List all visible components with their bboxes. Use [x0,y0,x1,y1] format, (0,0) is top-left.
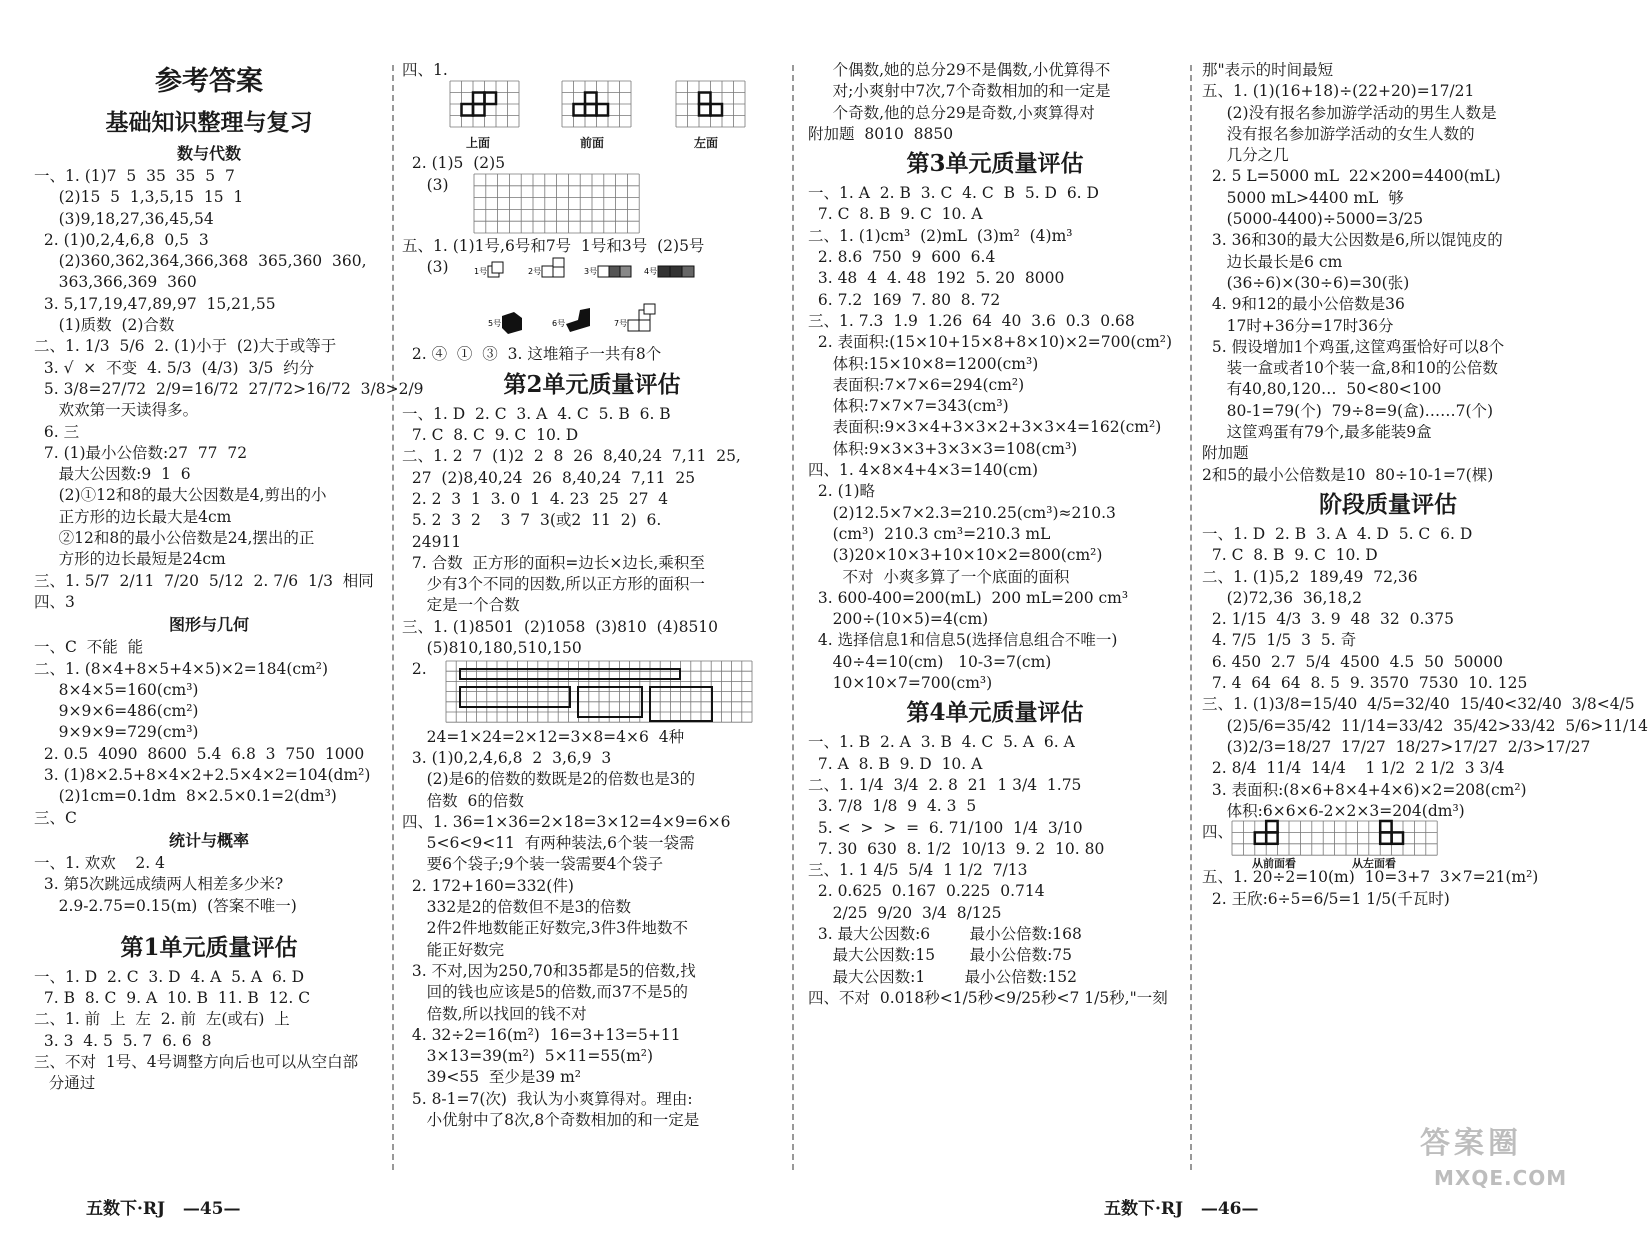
answer-line: 体积:6×6×6-2×2×3=204(dm³) [1202,801,1465,820]
answer-line: 5. 假设增加1个鸡蛋,这筐鸡蛋恰好可以8个 [1202,337,1505,356]
answer-line: 少有3个不同的因数,所以正方形的面积一 [402,575,705,594]
answer-line: 四、3 [34,592,75,611]
answer-block [402,60,782,81]
grid-view-figure [450,81,520,133]
answer-line: 7. 30 630 8. 1/2 10/13 9. 2 10. 80 [808,839,1105,858]
answer-line: (2)1cm=0.1dm 8×2.5×0.1=2(dm³) [34,787,337,806]
answer-line: 24=1×24=2×12=3×8=4×6 4种 [402,727,685,746]
answer-line: 40÷4=10(cm) 10-3=7(cm) [808,652,1052,671]
answer-line: 五、1. (1)(16+18)÷(22+20)=17/21 [1202,82,1475,101]
watermark-url: MXQE.COM [1434,1166,1568,1190]
answer-line: (3)2/3=18/27 17/27 18/27>17/27 2/3>17/27 [1202,737,1591,756]
cube-label: 4号 [644,267,658,277]
answer-line: 四、1. 4×8×4+4×3=140(cm) [808,461,1039,480]
answer-line: 10×10×7=700(cm³) [808,674,993,693]
answer-line: 最大公因数:1 最小公倍数:152 [808,967,1077,986]
section-title: 第4单元质量评估 [906,699,1084,727]
answer-block [402,404,782,681]
answer-line: ②12和8的最小公倍数是24,摆出的正 [34,529,315,548]
answer-line: 四、 [1202,823,1234,842]
answer-line: (2)是6的倍数的数既是2的倍数也是3的 [402,770,696,789]
answer-line: 一、1. B 2. A 3. B 4. C 5. A 6. A [808,733,1075,752]
answer-line: 3. 600-400=200(mL) 200 mL=200 cm³ [808,588,1129,607]
answer-line: 附加题 8010 8850 [808,124,954,143]
answer-line: 2和5的最小公倍数是10 80÷10-1=7(棵) [1202,465,1494,484]
answer-line: 3. 5,17,19,47,89,97 15,21,55 [34,294,276,313]
grid-figure-container [402,174,782,236]
answer-line: 一、1. (1)7 5 35 35 5 7 [34,167,235,185]
view-grid-container [1202,821,1574,871]
answer-line: 7. 4 64 64 8. 5 9. 3570 7530 10. 125 [1202,674,1528,693]
section-title: 第3单元质量评估 [906,150,1084,178]
answer-line: 一、1. D 2. C 3. D 4. A 5. A 6. D [34,967,305,986]
answer-line: 有40,80,120… 50<80<100 [1202,380,1442,399]
answer-line: 方形的边长最短是24cm [34,550,226,569]
view-label: 从左面看 [1352,857,1396,871]
column-divider [792,65,794,1170]
answer-line: 个奇数,他的总分29是奇数,小爽算得对 [808,103,1095,122]
answer-line: 5. 2 3 2 3 7 3(或2 11 2) 6. [402,511,662,530]
answer-line: 2.9-2.75=0.15(m) (答案不唯一) [34,896,297,915]
answer-line: 回的钱也应该是5的倍数,而37不是5的 [402,983,689,1002]
answer-line: 200÷(10×5)=4(cm) [808,610,989,629]
answer-line: 边长最长是6 cm [1202,252,1343,271]
answer-line: (5)810,180,510,150 [402,639,582,658]
answer-line: 三、1. (1)8501 (2)1058 (3)810 (4)8510 [402,617,719,636]
view-label: 前面 [580,136,605,151]
answer-line: 3×13=39(m²) 5×11=55(m²) [402,1047,654,1066]
answer-line: 二、1. (1)5,2 189,49 72,36 [1202,567,1418,586]
subsection-title: 图形与几何 [168,615,249,635]
answer-line: 2. (1)5 (2)5 [402,154,506,173]
cube-label: 5号 [488,319,502,329]
answer-line: 最大公因数:9 1 6 [34,465,191,484]
answer-line: (3) [402,175,449,194]
answer-line: 小优射中了8次,8个奇数相加的和一定是 [402,1110,700,1129]
answer-line: 7. B 8. C 9. A 10. B 11. B 12. C [34,989,311,1008]
answer-line: 三、不对 1号、4号调整方向后也可以从空白部 [34,1052,359,1071]
answer-line: 2. 5 L=5000 mL 22×200=4400(mL) [1202,167,1501,186]
column-3 [808,60,1182,1170]
answer-line: 五、1. (1)1号,6号和7号 1号和3号 (2)5号 [402,236,705,255]
cube-label: 6号 [552,319,566,329]
rectangle-grid-figure [446,661,746,727]
answer-line: 倍数,所以找回的钱不对 [402,1004,587,1023]
grid-view-figure [676,81,746,133]
cube-stack-figures [474,258,724,344]
answer-line: 5. 8-1=7(次) 我认为小爽算得对。理由: [402,1089,693,1108]
answer-line: 2. 8.6 750 9 600 6.4 [808,248,996,267]
answer-line: 4. 7/5 1/5 3 5. 奇 [1202,631,1357,650]
answer-line: 17时+36分=17时36分 [1202,316,1394,335]
answer-line: 对;小爽射中7次,7个奇数相加的和一定是 [808,82,1111,101]
answer-line: 二、1. 前 上 左 2. 前 左(或右) 上 [34,1010,290,1029]
answer-line: 能正好数完 [402,940,505,959]
answer-line: 三、1. 7.3 1.9 1.26 64 40 3.6 0.3 0.68 [808,311,1135,330]
view-label: 从前面看 [1252,857,1296,871]
answer-line: 5. < > > = 6. 71/100 1/4 3/10 [808,818,1083,837]
answer-line: 2. (1)略 [808,482,876,501]
answer-line: 要6个袋子;9个装一袋需要4个袋子 [402,855,663,874]
answer-line: 二、1. (1)cm³ (2)mL (3)m² (4)m³ [808,226,1073,245]
answer-line: 五、1. 20÷2=10(m) 10=3+7 3×7=21(m²) [1202,868,1539,887]
answer-line: 表面积:9×3×4+3×3×2+3×3×4=162(cm²) [808,418,1162,437]
answer-line: 体积:9×3×3+3×3×3=108(cm³) [808,439,1078,458]
page-footer: 五数下·RJ —45— [86,1199,241,1219]
answer-line: 4. 选择信息1和信息5(选择信息组合不唯一) [808,631,1118,650]
answer-line: 80-1=79(个) 79÷8=9(盒)……7(个) [1202,401,1494,420]
answer-line: 7. A 8. B 9. D 10. A [808,754,983,773]
answer-line: 欢欢第一天读得多。 [34,401,199,420]
answer-line: 3. 第5次跳远成绩两人相差多少米? [34,875,284,894]
answer-line: (1)质数 (2)合数 [34,316,175,335]
answer-line: 2. 0.5 4090 8600 5.4 6.8 3 750 1000 [34,744,365,763]
answer-line: 9×9×6=486(cm²) [34,702,199,721]
answer-line: 不对 小爽多算了一个底面的面积 [808,567,1070,586]
answer-line: 4. 32÷2=16(m²) 16=3+13=5+11 [402,1025,681,1044]
answer-line: 表面积:7×7×6=294(cm²) [808,375,1025,394]
page-footer: 五数下·RJ —46— [1104,1199,1259,1219]
answer-line: (2)15 5 1,3,5,15 15 1 [34,188,244,207]
cube-label: 1号 [474,267,488,277]
answer-line: (2)5/6=35/42 11/14=33/42 35/42>33/42 5/6>11/14 [1202,716,1648,735]
page-title: 参考答案 [155,66,263,97]
answer-line: 那"表示的时间最短 [1202,61,1334,79]
answer-line: 分通过 [34,1074,96,1093]
column-divider [1190,65,1192,1170]
column-4 [1202,60,1648,1170]
answer-block [1202,524,1648,843]
answer-line: 三、1. 1 4/5 5/4 1 1/2 7/13 [808,861,1028,880]
cube-label: 7号 [614,319,628,329]
column-divider [392,65,394,1170]
answer-line: 3. 3 4. 5 5. 7 6. 6 8 [34,1031,212,1050]
answer-line: 附加题 [1202,444,1249,463]
section-title: 基础知识整理与复习 [105,109,313,136]
answer-line: 二、1. 1/4 3/4 2. 8 21 1 3/4 1.75 [808,775,1082,794]
view-label: 左面 [694,136,719,151]
answer-line: 2/25 9/20 3/4 8/125 [808,903,1002,922]
answer-line: 最大公因数:15 最小公倍数:75 [808,946,1073,965]
answer-line: 体积:7×7×7=343(cm³) [808,397,1009,416]
answer-line: (3) [402,258,449,277]
section-title: 第1单元质量评估 [120,933,298,961]
answer-line: 2. ④ ① ③ 3. 这堆箱子一共有8个 [402,345,662,364]
answer-line: 5. 3/8=27/72 2/9=16/72 27/72>16/72 3/8>2/9 [34,379,424,398]
answer-line: 3. 36和30的最大公因数是6,所以馄饨皮的 [1202,231,1503,250]
answer-line: 三、1. 5/7 2/11 7/20 5/12 2. 7/6 1/3 相同 [34,571,374,590]
answer-line: 3. 7/8 1/8 9 4. 3 5 [808,797,977,816]
answer-line: 一、1. 欢欢 2. 4 [34,853,166,872]
answer-line: 7. 合数 正方形的面积=边长×边长,乘积至 [402,553,705,572]
answer-line: 一、1. D 2. B 3. A 4. D 5. C 6. D [1202,524,1473,543]
column-2 [402,60,782,1170]
answer-line: 倍数 6的倍数 [402,791,524,810]
view-figures [402,81,782,153]
answer-line: 2. [402,660,427,679]
view-label: 上面 [466,136,491,151]
answer-block [808,732,1182,1009]
answer-line: 2. 172+160=332(件) [402,876,574,895]
answer-block [34,637,384,829]
answer-line: 一、C 不能 能 [34,638,144,657]
answer-block [808,60,1182,145]
answer-line: 7. (1)最小公倍数:27 77 72 [34,443,248,462]
cube-figures [402,258,782,344]
answer-line: 2. 8/4 11/4 14/4 1 1/2 2 1/2 3 3/4 [1202,759,1505,778]
answer-line: 三、1. (1)3/8=15/40 4/5=32/40 15/40<32/40 3/8<4/5 [1202,695,1635,714]
answer-line: 2件2件地数能正好数完,3件3件地数不 [402,919,689,938]
answer-line: 正方形的边长最大是4cm [34,507,232,526]
section-title: 第2单元质量评估 [503,370,681,398]
answer-line: 6. 7.2 169 7. 80 8. 72 [808,290,1001,309]
answer-line: 定是一个合数 [402,596,520,615]
answer-line: 几分之几 [1202,146,1289,165]
answer-line: 7. C 8. B 9. C 10. D [1202,546,1378,565]
answer-line: 9×9×9=729(cm³) [34,723,199,742]
answer-line: 3. 不对,因为250,70和35都是5的倍数,找 [402,961,696,980]
answer-line: 3. √ × 不变 4. 5/3 (4/3) 3/5 约分 [34,358,315,377]
answer-block [34,853,384,917]
answer-line: 39<55 至少是39 m² [402,1068,581,1087]
view-grid-figure [1232,821,1454,855]
watermark-text: 答案圈 [1420,1126,1522,1161]
answer-line: 体积:15×10×8=1200(cm³) [808,354,1039,373]
answer-line: 3. (1)8×2.5+8×4×2+2.5×4×2=104(dm²) [34,766,371,785]
answer-block [34,967,384,1095]
answer-line: 2. 王欣:6÷5=6/5=1 1/5(千瓦时) [1202,889,1450,908]
answer-line: (36÷6)×(30÷6)=30(张) [1202,273,1410,292]
watermark-logo [1420,1118,1592,1200]
subsection-title: 数与代数 [176,144,241,163]
answer-block [808,183,1182,694]
answer-line: 4. 9和12的最小公倍数是36 [1202,295,1405,314]
rectangle-grid-container [402,661,782,727]
answer-line: 二、1. 2 7 (1)2 2 8 26 8,40,24 7,11 25, [402,447,741,466]
answer-line: 二、1. 1/3 5/6 2. (1)小于 (2)大于或等于 [34,337,337,356]
column-1 [34,60,424,1170]
subsection-title: 统计与概率 [168,830,249,850]
answer-line: 四、不对 0.018秒<1/5秒<9/25秒<7 1/5秒,"一刻 [808,988,1168,1007]
large-grid-figure [474,174,644,236]
answer-line: 2. 0.625 0.167 0.225 0.714 [808,882,1045,901]
answer-block [402,727,782,1132]
answer-line: 8×4×5=160(cm³) [34,680,199,699]
answer-line: 6. 三 [34,422,80,441]
answer-line: 四、1. 36=1×36=2×18=3×12=4×9=6×6 [402,812,731,831]
answer-line: 个偶数,她的总分29不是偶数,小优算得不 [808,61,1111,79]
answer-line: 5000 mL>4400 mL 够 [1202,188,1404,207]
answer-line: 3. 48 4 4. 48 192 5. 20 8000 [808,269,1065,288]
answer-line: 2. 2 3 1 3. 0 1 4. 23 25 27 4 [402,489,669,508]
answer-line: 24911 [402,532,462,551]
answer-line: 没有报名参加游学活动的女生人数的 [1202,124,1475,143]
answer-line: 7. C 8. C 9. C 10. D [402,426,579,445]
answer-line: (cm³) 210.3 cm³=210.3 mL [808,524,1051,543]
answer-line: 5<6<9<11 有两种装法,6个装一袋需 [402,834,695,853]
answer-line: 332是2的倍数但不是3的倍数 [402,898,631,917]
answer-line: (2)72,36 36,18,2 [1202,588,1362,607]
answer-line: 这筐鸡蛋有79个,最多能装9盒 [1202,423,1432,442]
answer-line: 3. 表面积:(8×6+8×4+4×6)×2=208(cm²) [1202,780,1527,799]
answer-line: (5000-4400)÷5000=3/25 [1202,210,1424,229]
answer-block [1202,60,1574,486]
answer-line: 363,366,369 360 [34,273,197,292]
answer-line: 27 (2)8,40,24 26 8,40,24 7,11 25 [402,468,696,487]
answer-line: 2. (1)0,2,4,6,8 0,5 3 [34,230,209,249]
answer-line: (2)360,362,364,366,368 365,360 360, [34,252,367,271]
answer-line: 2. 1/15 4/3 3. 9 48 32 0.375 [1202,610,1454,629]
answer-line: 一、1. D 2. C 3. A 4. C 5. B 6. B [402,404,671,423]
answer-line: 2. 表面积:(15×10+15×8+8×10)×2=700(cm²) [808,333,1173,352]
answer-line: 装一盒或者10个装一盒,8和10的公倍数 [1202,359,1498,378]
answer-block [34,166,424,613]
answer-line: (3)20×10×3+10×10×2=800(cm²) [808,546,1103,565]
answer-line: 3. (1)0,2,4,6,8 2 3,6,9 3 [402,748,612,767]
answer-line: (2)没有报名参加游学活动的男生人数是 [1202,103,1497,122]
answer-line: 三、C [34,808,77,827]
answer-line: (2)12.5×7×2.3=210.25(cm³)≈210.3 [808,503,1116,522]
answer-line: (2)①12和8的最大公因数是4,剪出的小 [34,486,327,505]
answer-line: 四、1. [402,61,448,79]
answer-line: (3)9,18,27,36,45,54 [34,209,214,228]
section-title: 阶段质量评估 [1319,490,1457,518]
answer-block [402,344,782,365]
answer-line: 6. 450 2.7 5/4 4500 4.5 50 50000 [1202,652,1504,671]
answer-line: 一、1. A 2. B 3. C 4. C B 5. D 6. D [808,184,1099,203]
cube-label: 2号 [528,267,542,277]
answer-line: 7. C 8. B 9. C 10. A [808,205,983,224]
answer-line: 3. 最大公因数:6 最小公倍数:168 [808,924,1082,943]
grid-view-figure [562,81,632,133]
answer-line: 二、1. (8×4+8×5+4×5)×2=184(cm²) [34,659,329,678]
cube-label: 3号 [584,267,598,277]
